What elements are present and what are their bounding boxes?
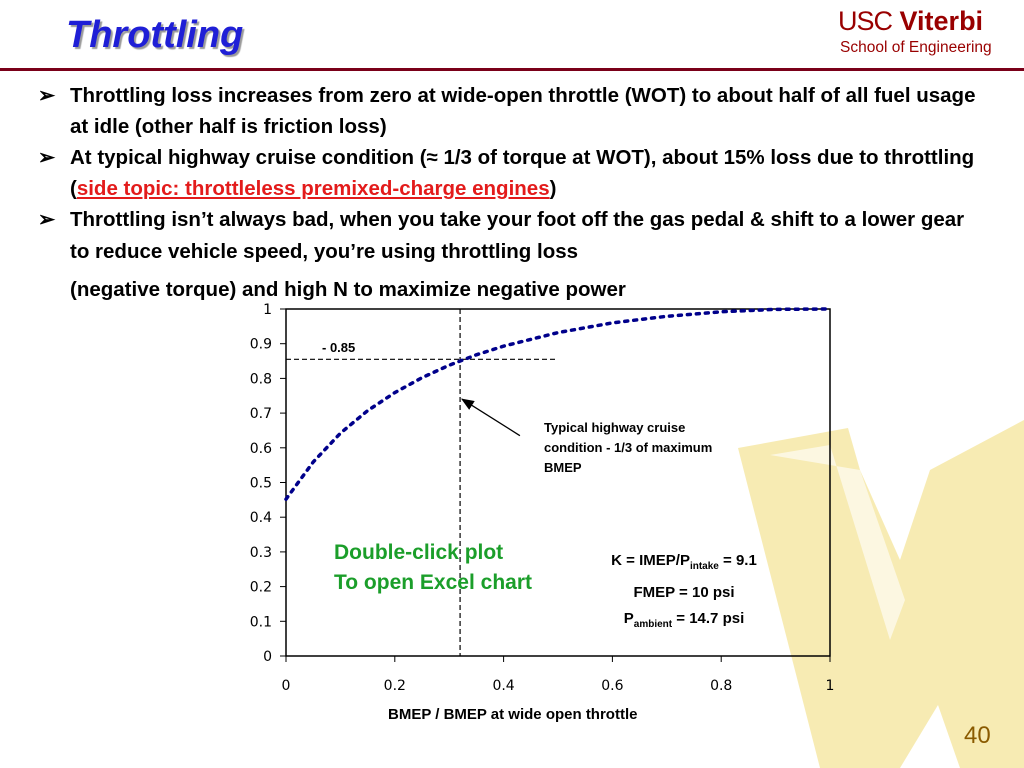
double-click-line2: To open Excel chart: [334, 571, 532, 594]
header-rule: [0, 68, 1024, 71]
params-k-prefix: K = IMEP/P: [611, 552, 690, 569]
x-tick-label: 0.2: [383, 678, 406, 694]
bullet-2-text-after: ): [549, 177, 557, 200]
page-number: 40: [964, 722, 991, 749]
y-tick-label: 1: [263, 302, 272, 318]
double-click-note[interactable]: [334, 538, 532, 598]
bullet-2-text-before: At typical highway cruise condition (≈ 1/3 of torque at WOT), about 15% loss due to throttling (: [70, 146, 975, 200]
bullet-3: [38, 204, 978, 306]
chart-svg: [230, 300, 850, 730]
params-p-line: [584, 606, 784, 638]
arrow-bullet-icon: ➢: [38, 208, 56, 231]
params-k-suffix: = 9.1: [718, 552, 757, 569]
x-tick-label: 0.8: [710, 678, 733, 694]
arrow-bullet-icon: ➢: [38, 146, 56, 169]
y-tick-label: 0.6: [249, 440, 272, 457]
params-fmep-line: FMEP = 10 psi: [633, 584, 735, 601]
usc-viterbi-logo: [838, 6, 1004, 60]
logo-school-text: School of Engineering: [840, 39, 992, 56]
y-tick-label: 0.3: [249, 544, 272, 561]
cruise-callout-text: Typical highway cruise condition - 1/3 of maximum BMEP: [544, 420, 713, 475]
y-tick-label: 0.4: [249, 510, 272, 527]
value-label-085: - 0.85: [322, 340, 356, 355]
params-p-suffix: = 14.7 psi: [672, 610, 745, 627]
x-axis-title: BMEP / BMEP at wide open throttle: [388, 706, 638, 723]
bullet-1-text: Throttling loss increases from zero at wide-open throttle (WOT) to about half of all fuel usage at idle (other half is friction loss): [70, 84, 976, 138]
params-k-sub: intake: [689, 561, 719, 572]
y-tick-label: 0.2: [249, 579, 272, 596]
bullet-3-text-line2: (negative torque) and high N to maximize negative power: [70, 278, 626, 301]
y-tick-label: 0.5: [249, 475, 272, 492]
side-topic-link[interactable]: side topic: throttleless premixed-charge engines: [76, 177, 550, 200]
bullet-list: [38, 80, 978, 306]
logo-usc-text: USC: [838, 6, 893, 36]
x-tick-label: 0.4: [492, 678, 515, 694]
bullet-3-text-line1: Throttling isn’t always bad, when you take your foot off the gas pedal & shift to a lower gear to reduce vehicle speed, you’re using throttling loss: [70, 208, 965, 263]
y-tick-label: 0: [263, 649, 272, 665]
slide-title: Throttling: [66, 14, 244, 56]
throttling-chart[interactable]: [230, 300, 850, 730]
bullet-2: [38, 142, 978, 204]
y-tick-label: 0.9: [249, 336, 272, 353]
y-tick-label: 0.1: [249, 614, 272, 631]
x-tick-label: 0: [281, 678, 291, 694]
x-tick-label: 0.6: [601, 678, 624, 694]
params-p-sub: ambient: [633, 619, 673, 630]
logo-viterbi-text: Viterbi: [899, 6, 984, 36]
y-tick-label: 0.7: [249, 406, 272, 423]
engine-params-text: [584, 548, 784, 638]
arrow-bullet-icon: ➢: [38, 84, 56, 107]
double-click-line1: Double-click plot: [334, 541, 504, 564]
params-p-prefix: P: [623, 610, 634, 627]
params-k-line: [584, 548, 784, 580]
bullet-1: [38, 80, 978, 142]
x-tick-label: 1: [825, 678, 835, 694]
y-tick-label: 0.8: [249, 371, 272, 388]
callout-arrow: [462, 399, 520, 435]
